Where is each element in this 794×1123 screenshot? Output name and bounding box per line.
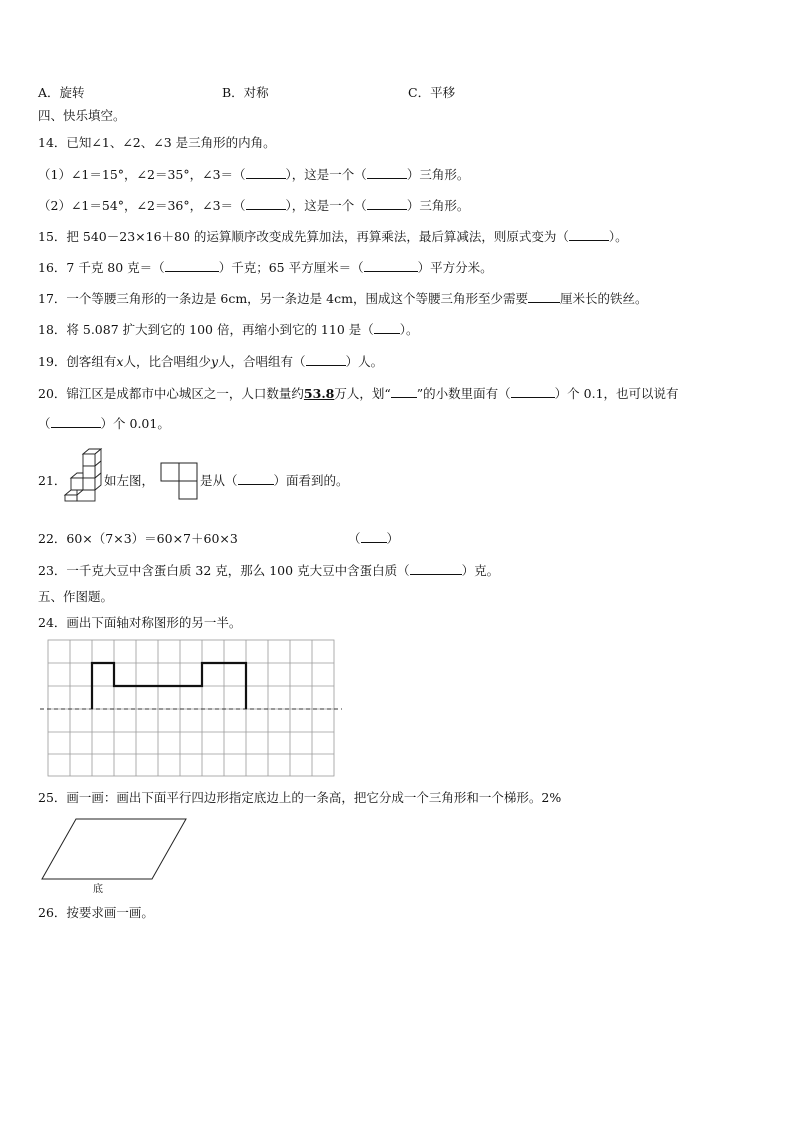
parallelogram-figure[interactable] xyxy=(40,816,190,882)
q21-text: 如左图， xyxy=(104,473,155,488)
answer-blank[interactable] xyxy=(246,167,286,179)
q22: 22．60×（7×3）＝60×7＋60×3 xyxy=(38,531,238,546)
answer-blank[interactable] xyxy=(361,531,387,543)
answer-blank[interactable] xyxy=(364,260,418,272)
answer-blank[interactable] xyxy=(391,386,417,398)
q22-answer: （ ） xyxy=(348,531,400,546)
base-label: 底 xyxy=(93,884,103,895)
q19: 19．创客组有x人，比合唱组少y人，合唱组有（ ）人。 xyxy=(38,354,384,369)
answer-blank[interactable] xyxy=(528,291,560,303)
q15: 15．把 540－23×16＋80 的运算顺序改变成先算加法，再算乘法，最后算减法，则原式变为（ ）。 xyxy=(38,229,628,244)
q26: 26．按要求画一画。 xyxy=(38,905,154,920)
q21-rest: 是从（ ）面看到的。 xyxy=(200,473,349,488)
answer-blank[interactable] xyxy=(511,386,555,398)
q17: 17．一个等腰三角形的一条边是 6cm，另一条边是 4cm，围成这个等腰三角形至少需要 厘米长的铁丝。 xyxy=(38,291,648,306)
answer-blank[interactable] xyxy=(51,416,101,428)
q14-part1: （1）∠1＝15°，∠2＝35°，∠3＝（ ），这是一个（ ）三角形。 xyxy=(38,167,470,182)
option-b: B．对称 xyxy=(222,85,269,100)
q24: 24．画出下面轴对称图形的另一半。 xyxy=(38,615,242,630)
cube-stack-figure xyxy=(63,448,107,502)
section-4-heading: 四、快乐填空。 xyxy=(38,108,126,123)
option-c: C．平移 xyxy=(408,85,456,100)
q20-line2: （ ）个 0.01。 xyxy=(38,416,170,431)
answer-blank[interactable] xyxy=(374,322,400,334)
q21-number: 21． xyxy=(38,473,67,488)
answer-blank[interactable] xyxy=(569,229,609,241)
option-a: A．旋转 xyxy=(38,85,85,100)
top-view-figure xyxy=(160,462,200,500)
q18: 18．将 5.087 扩大到它的 100 倍，再缩小到它的 110 是（ ）。 xyxy=(38,322,419,337)
section-5-heading: 五、作图题。 xyxy=(38,589,114,604)
q14-part2: （2）∠1＝54°，∠2＝36°，∠3＝（ ），这是一个（ ）三角形。 xyxy=(38,198,470,213)
symmetry-grid[interactable] xyxy=(40,636,350,782)
answer-blank[interactable] xyxy=(410,563,462,575)
q23: 23．一千克大豆中含蛋白质 32 克，那么 100 克大豆中含蛋白质（ ）克。 xyxy=(38,563,500,578)
q16: 16．7 千克 80 克＝（ ）千克；65 平方厘米＝（ ）平方分米。 xyxy=(38,260,493,275)
answer-blank[interactable] xyxy=(306,354,346,366)
q25: 25．画一画：画出下面平行四边形指定底边上的一条高，把它分成一个三角形和一个梯形。2% xyxy=(38,790,562,805)
answer-blank[interactable] xyxy=(367,198,407,210)
q14-stem: 14．已知∠1、∠2、∠3 是三角形的内角。 xyxy=(38,135,276,150)
answer-blank[interactable] xyxy=(246,198,286,210)
answer-blank[interactable] xyxy=(238,473,274,485)
answer-blank[interactable] xyxy=(367,167,407,179)
answer-blank[interactable] xyxy=(165,260,219,272)
q20-line1: 20．锦江区是成都市中心城区之一，人口数量约53.8万人，划“ ”的小数里面有（ ）个 0.1，也可以说有 xyxy=(38,386,679,401)
